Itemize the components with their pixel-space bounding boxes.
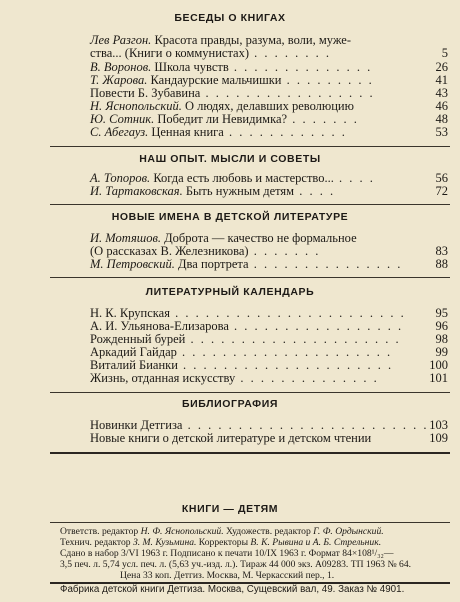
colophon-line: Ответств. редактор Н. Ф. Яснопольский. Художеств. редактор Г. Ф. Ордынский.	[60, 526, 384, 537]
entry-page: 98	[435, 332, 448, 346]
entry-title: Повести Б. Зубавина	[90, 86, 201, 100]
toc-entry: А. И. Ульянова-Елизарова . . . . . . . . . . . . . . . . .	[90, 319, 404, 333]
entry-title: Победит ли Невидимка?	[157, 112, 288, 126]
toc-entry: ства... (Книги о коммунистах) . . . . . . . .	[90, 46, 332, 60]
entry-page: 5	[441, 46, 448, 60]
entry-page: 56	[435, 171, 448, 185]
section-title: НАШ ОПЫТ. МЫСЛИ И СОВЕТЫ	[139, 153, 321, 165]
toc-entry: И. Тартаковская. Быть нужным детям . . . .	[90, 184, 336, 198]
entry-page: 100	[429, 358, 448, 372]
entry-author: Ю. Сотник.	[90, 112, 155, 126]
entry-author: Н. Яснопольский.	[90, 99, 182, 113]
entry-author: А. Топоров.	[90, 171, 151, 185]
toc-entry: Рожденный бурей . . . . . . . . . . . . . . . . . . . . .	[90, 332, 401, 346]
toc-entry: Повести Б. Зубавина . . . . . . . . . . . . . . . . .	[90, 86, 375, 100]
section-title: БИБЛИОГРАФИЯ	[181, 398, 279, 410]
entry-page: 48	[435, 112, 448, 126]
colophon-line: Технич. редактор З. М. Кузьмина. Корректоры В. К. Рывина и А. Б. Стрельник.	[60, 537, 382, 548]
entry-title: Н. К. Крупская	[90, 306, 170, 320]
entry-author: Лев Разгон.	[90, 33, 152, 47]
entry-page: 72	[435, 184, 448, 198]
entry-page: 26	[435, 60, 448, 74]
entry-page: 88	[435, 257, 448, 271]
entry-page: 95	[435, 306, 448, 320]
toc-entry: Т. Жарова. Кандаурские мальчишки . . . . . . . . .	[90, 73, 374, 87]
colophon-divider	[50, 522, 450, 523]
entry-author: В. Воронов.	[90, 60, 152, 74]
toc-entry: В. Воронов. Школа чувств . . . . . . . . . . . . . .	[90, 60, 373, 74]
entry-title: Быть нужным детям	[185, 184, 295, 198]
entry-title: Красота правды, разума, воли, муже-	[154, 33, 352, 47]
entry-page: 99	[435, 345, 448, 359]
entry-author: С. Абегауз.	[90, 125, 149, 139]
colophon-line: Сдано в набор 3/VI 1963 г. Подписано к печати 10/IX 1963 г. Формат 84×108¹/₃₂—	[60, 548, 394, 559]
toc-entry: (О рассказах В. Железникова) . . . . . . .	[90, 244, 321, 258]
entry-title: Рожденный бурей	[90, 332, 186, 346]
entry-title: Аркадий Гайдар	[90, 345, 177, 359]
section-title: НОВЫЕ ИМЕНА В ДЕТСКОЙ ЛИТЕРАТУРЕ	[111, 211, 349, 223]
entry-page: 101	[429, 371, 448, 385]
entry-title: А. И. Ульянова-Елизарова	[90, 319, 229, 333]
entry-title: ства... (Книги о коммунистах)	[90, 46, 250, 60]
toc-entry: М. Петровский. Два портрета . . . . . . . . . . . . . . .	[90, 257, 403, 271]
toc-entry: А. Топоров. Когда есть любовь и мастерство... . . . .	[90, 171, 375, 185]
toc-entry: Жизнь, отданная искусству . . . . . . . . . . . . . .	[90, 371, 379, 385]
section-divider	[50, 452, 450, 454]
entry-title: Доброта — качество не формальное	[164, 231, 357, 245]
entry-title: (О рассказах В. Железникова)	[90, 244, 249, 258]
toc-entry: Новинки Детгиза . . . . . . . . . . . . . . . . . . . . . . . .	[90, 418, 429, 432]
entry-page: 41	[435, 73, 448, 87]
section-title: БЕСЕДЫ О КНИГАХ	[174, 12, 286, 24]
entry-title: Жизнь, отданная искусству	[90, 371, 236, 385]
entry-page: 53	[435, 125, 448, 139]
entry-title: Новые книги о детской литературе и детском чтении	[90, 431, 372, 445]
section-divider	[50, 146, 450, 147]
journal-title: КНИГИ — ДЕТЯМ	[181, 503, 279, 515]
entry-title: Школа чувств	[154, 60, 229, 74]
section-divider	[50, 204, 450, 205]
entry-page: 43	[435, 86, 448, 100]
toc-entry	[90, 432, 420, 445]
entry-title: Ценная книга	[151, 125, 224, 139]
entry-author: Т. Жарова.	[90, 73, 148, 87]
colophon-line: Цена 33 коп. Детгиз. Москва, М. Черкасский пер., 1.	[120, 570, 335, 581]
printer-footer: Фабрика детской книги Детгиза. Москва, Сущевский вал, 49. Заказ № 4901.	[60, 584, 405, 595]
toc-entry: Виталий Бианки . . . . . . . . . . . . . . . . . . . . .	[90, 358, 394, 372]
entry-author: И. Мотяшов.	[90, 231, 161, 245]
entry-page: 109	[429, 431, 448, 445]
entry-page: 96	[435, 319, 448, 333]
entry-title: Когда есть любовь и мастерство...	[153, 171, 334, 185]
entry-page: 46	[435, 99, 448, 113]
entry-page: 83	[435, 244, 448, 258]
colophon-line: 3,5 печ. л. 5,74 усл. печ. л. (5,63 уч.-изд. л.). Тираж 44 000 экз. А09283. ТП 1963 № 64.	[60, 559, 412, 570]
entry-title: Кандаурские мальчишки	[150, 73, 282, 87]
entry-title: Новинки Детгиза	[90, 418, 183, 432]
entry-title: Два портрета	[178, 257, 249, 271]
entry-title: О людях, делавших революцию	[184, 99, 354, 113]
toc-entry: Аркадий Гайдар . . . . . . . . . . . . . . . . . . . . .	[90, 345, 393, 359]
toc-entry: С. Абегауз. Ценная книга . . . . . . . . . . . .	[90, 125, 347, 139]
toc-entry: Ю. Сотник. Победит ли Невидимка? . . . . . . .	[90, 112, 359, 126]
entry-page: 103	[429, 418, 448, 432]
entry-author: И. Тартаковская.	[90, 184, 183, 198]
section-divider	[50, 392, 450, 393]
section-divider	[50, 277, 450, 278]
section-title: ЛИТЕРАТУРНЫЙ КАЛЕНДАРЬ	[145, 286, 315, 298]
entry-title: Виталий Бианки	[90, 358, 178, 372]
toc-entry: Н. К. Крупская . . . . . . . . . . . . . . . . . . . . . . .	[90, 306, 406, 320]
entry-author: М. Петровский.	[90, 257, 175, 271]
